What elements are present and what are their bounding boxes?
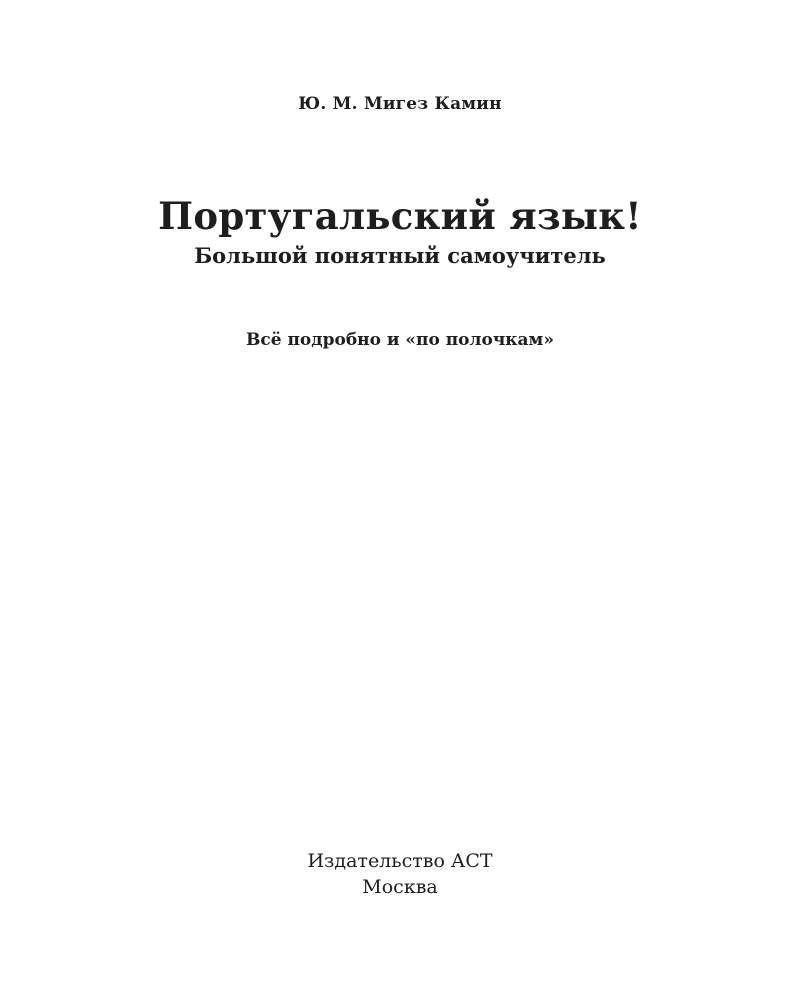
publication-city: Москва [362,876,438,898]
publisher-name: Издательство АСТ [307,850,493,872]
book-tagline: Всё подробно и «по полочкам» [246,330,554,350]
book-subtitle: Большой понятный самоучитель [194,243,606,268]
author-name: Ю. М. Мигез Камин [298,94,502,114]
book-title: Португальский язык! [158,194,642,238]
